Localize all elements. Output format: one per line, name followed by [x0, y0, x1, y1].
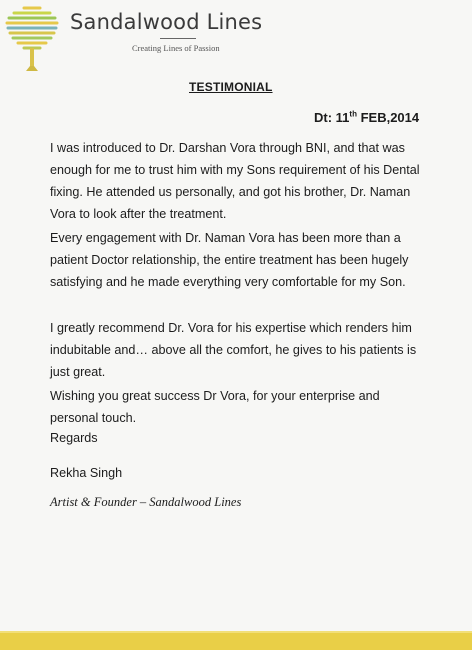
paragraph-introduction: I was introduced to Dr. Darshan Vora through BNI, and that was enough for me to trust him with my Sons requirement of his Dental fixing. He attended us personally, and got his brother, Dr. Naman Vora to look after the treatment.: [50, 141, 420, 221]
footer-bar: [0, 631, 472, 650]
date-month-year: FEB,2014: [356, 110, 420, 125]
date-ordinal: th: [349, 109, 357, 119]
tree-logo-icon: [4, 2, 60, 74]
paragraph-recommendation: I greatly recommend Dr. Vora for his expertise which renders him indubitable and… above all the comfort, he gives to his patients is just great.: [50, 321, 417, 379]
tagline-divider: [160, 38, 196, 39]
company-tagline: Creating Lines of Passion: [132, 43, 220, 53]
signer-role: Artist & Founder – Sandalwood Lines: [50, 495, 242, 509]
paragraph-experience: Every engagement with Dr. Naman Vora has been more than a patient Doctor relationship, the entire treatment has been hugely satisfying and he made everything very comfortable for my Son.: [50, 231, 409, 289]
document-title: TESTIMONIAL: [189, 80, 273, 94]
closing: Regards: [50, 431, 98, 445]
signer-name: Rekha Singh: [50, 466, 123, 480]
date-day: Dt: 11: [314, 110, 350, 125]
company-name: Sandalwood Lines: [70, 10, 263, 34]
paragraph-wishes: Wishing you great success Dr Vora, for your enterprise and personal touch.: [50, 389, 380, 425]
document-date: [314, 110, 419, 125]
